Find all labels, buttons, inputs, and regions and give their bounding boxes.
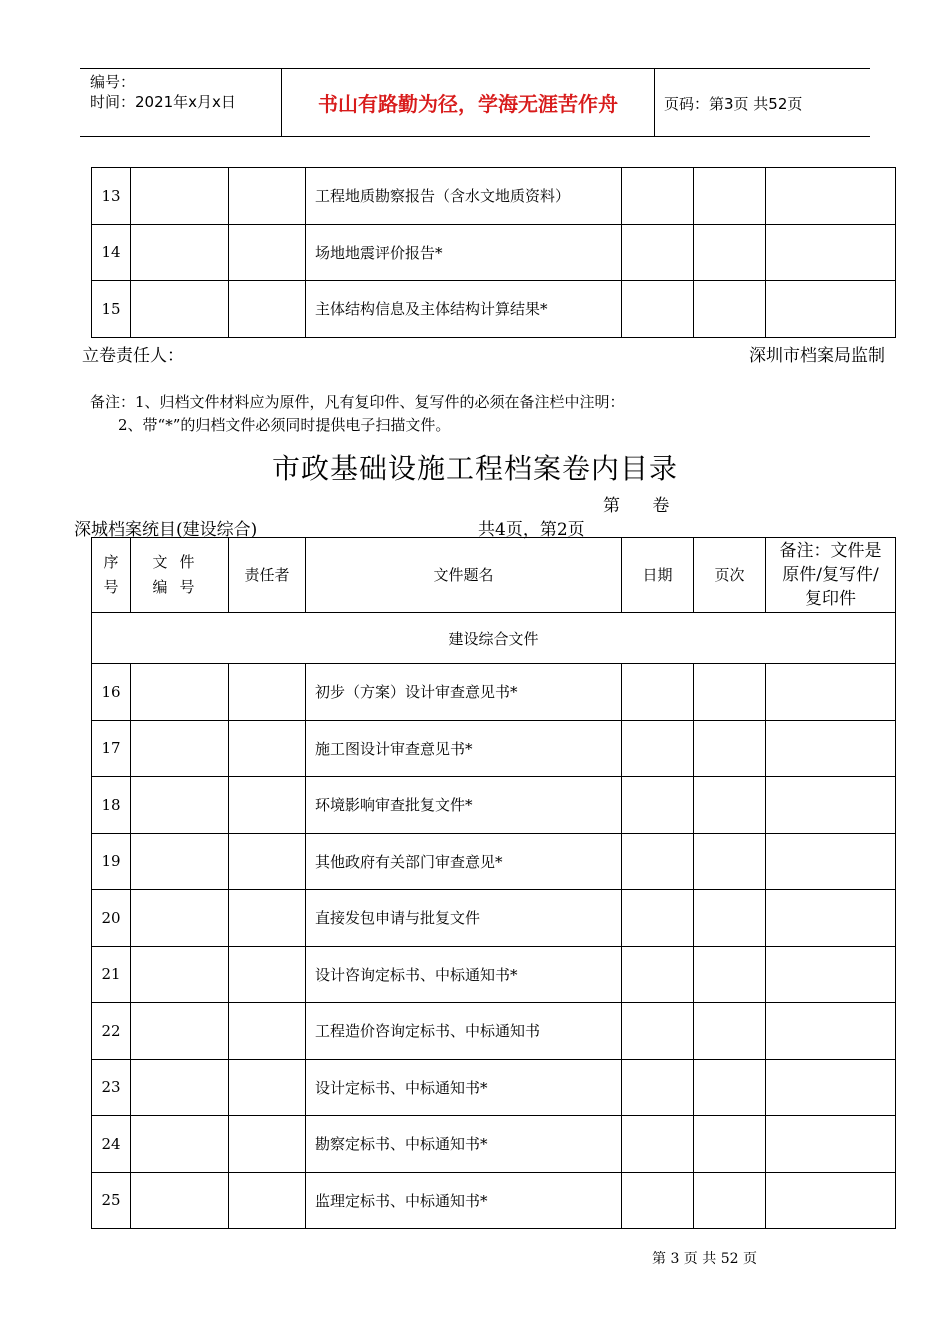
header-page-label: 页码：第3页 共52页: [664, 95, 803, 113]
cell-no: 14: [92, 224, 131, 281]
cell-date: [622, 777, 694, 834]
cell-date: [622, 720, 694, 777]
cell-file-no: [131, 1059, 229, 1116]
catalog-title: 市政基础设施工程档案卷内目录: [271, 452, 678, 485]
cell-date: [622, 946, 694, 1003]
table-row: [92, 1172, 896, 1229]
cell-no: 13: [92, 168, 131, 225]
section-title: 建设综合文件: [92, 613, 896, 664]
cell-file-no: [131, 168, 229, 225]
cell-date: [622, 1059, 694, 1116]
cell-owner: [229, 720, 306, 777]
cell-date: [622, 168, 694, 225]
note-line-1: 备注：1、归档文件材料应为原件，凡有复印件、复写件的必须在备注栏中注明：: [90, 393, 625, 411]
cell-owner: [229, 777, 306, 834]
volume-label: 第 卷: [603, 496, 670, 516]
cell-pages: [694, 890, 766, 947]
cell-pages: [694, 946, 766, 1003]
cell-pages: [694, 720, 766, 777]
cell-file-no: [131, 1003, 229, 1060]
cell-title: 场地地震评价报告*: [306, 224, 622, 281]
cell-pages: [694, 1059, 766, 1116]
cell-title: 工程造价咨询定标书、中标通知书: [306, 1003, 622, 1060]
cell-remark: [766, 664, 896, 721]
table-row: [92, 224, 896, 281]
cell-no: 22: [92, 1003, 131, 1060]
cell-owner: [229, 224, 306, 281]
table-row: [92, 777, 896, 834]
cell-date: [622, 890, 694, 947]
table-main: [91, 537, 896, 1229]
cell-remark: [766, 224, 896, 281]
cell-no: 19: [92, 833, 131, 890]
cell-no: 23: [92, 1059, 131, 1116]
table-row: [92, 1116, 896, 1173]
cell-remark: [766, 1116, 896, 1173]
cell-file-no: [131, 1116, 229, 1173]
page-footer: 第 3 页 共 52 页: [652, 1251, 757, 1267]
header-no: 序号: [92, 538, 131, 613]
cell-remark: [766, 281, 896, 338]
cell-file-no: [131, 777, 229, 834]
table-row: [92, 281, 896, 338]
serial-label: 编号：: [90, 73, 136, 91]
header-remark: 备注：文件是原件/复写件/复印件: [766, 538, 896, 613]
cell-date: [622, 664, 694, 721]
cell-remark: [766, 946, 896, 1003]
cell-date: [622, 281, 694, 338]
header-file-no: 文件编号: [131, 538, 229, 613]
cell-pages: [694, 1116, 766, 1173]
cell-owner: [229, 1172, 306, 1229]
supervisor-label: 深圳市档案局监制: [749, 346, 885, 366]
cell-owner: [229, 833, 306, 890]
cell-pages: [694, 224, 766, 281]
header-left: [90, 72, 236, 112]
cell-title: 勘察定标书、中标通知书*: [306, 1116, 622, 1173]
catalog-page-info: 共4页，第2页: [478, 520, 585, 540]
header-motto: 书山有路勤为径，学海无涯苦作舟: [318, 91, 618, 116]
cell-remark: [766, 1172, 896, 1229]
table-header-row: [92, 538, 896, 613]
cell-title: 设计咨询定标书、中标通知书*: [306, 946, 622, 1003]
cell-title: 直接发包申请与批复文件: [306, 890, 622, 947]
cell-date: [622, 1172, 694, 1229]
section-row: [92, 613, 896, 664]
cell-no: 17: [92, 720, 131, 777]
header-bottom-rule: [80, 136, 870, 137]
cell-remark: [766, 720, 896, 777]
cell-owner: [229, 946, 306, 1003]
cell-no: 16: [92, 664, 131, 721]
cell-title: 初步（方案）设计审查意见书*: [306, 664, 622, 721]
note-line-2: 2、带“*”的归档文件必须同时提供电子扫描文件。: [118, 416, 451, 434]
cell-date: [622, 1116, 694, 1173]
cell-title: 设计定标书、中标通知书*: [306, 1059, 622, 1116]
header-owner: 责任者: [229, 538, 306, 613]
table-row: [92, 1003, 896, 1060]
cell-pages: [694, 1003, 766, 1060]
cell-remark: [766, 777, 896, 834]
cell-file-no: [131, 720, 229, 777]
header-title: 文件题名: [306, 538, 622, 613]
date-label: 时间：2021年x月x日: [90, 93, 236, 111]
cell-remark: [766, 1059, 896, 1116]
cell-title: 工程地质勘察报告（含水文地质资料）: [306, 168, 622, 225]
cell-remark: [766, 890, 896, 947]
cell-title: 环境影响审查批复文件*: [306, 777, 622, 834]
cell-remark: [766, 168, 896, 225]
cell-file-no: [131, 833, 229, 890]
cell-file-no: [131, 281, 229, 338]
cell-pages: [694, 664, 766, 721]
table-row: [92, 890, 896, 947]
cell-file-no: [131, 224, 229, 281]
table-row: [92, 664, 896, 721]
cell-no: 15: [92, 281, 131, 338]
cell-no: 20: [92, 890, 131, 947]
table-row: [92, 1059, 896, 1116]
cell-date: [622, 1003, 694, 1060]
archive-category: 深城档案统目(建设综合): [74, 520, 258, 540]
table-top: [91, 167, 896, 338]
header-date: 日期: [622, 538, 694, 613]
cell-date: [622, 224, 694, 281]
cell-no: 21: [92, 946, 131, 1003]
cell-owner: [229, 1003, 306, 1060]
cell-owner: [229, 1059, 306, 1116]
table-row: [92, 168, 896, 225]
cell-date: [622, 833, 694, 890]
cell-no: 18: [92, 777, 131, 834]
cell-title: 主体结构信息及主体结构计算结果*: [306, 281, 622, 338]
cell-owner: [229, 890, 306, 947]
cell-pages: [694, 1172, 766, 1229]
cell-file-no: [131, 946, 229, 1003]
cell-remark: [766, 833, 896, 890]
cell-title: 其他政府有关部门审查意见*: [306, 833, 622, 890]
responsible-person-label: 立卷责任人：: [82, 346, 184, 366]
cell-pages: [694, 777, 766, 834]
cell-title: 监理定标书、中标通知书*: [306, 1172, 622, 1229]
cell-owner: [229, 1116, 306, 1173]
table-row: [92, 720, 896, 777]
cell-owner: [229, 281, 306, 338]
table-row: [92, 833, 896, 890]
cell-pages: [694, 281, 766, 338]
cell-pages: [694, 168, 766, 225]
cell-file-no: [131, 1172, 229, 1229]
cell-pages: [694, 833, 766, 890]
cell-remark: [766, 1003, 896, 1060]
cell-title: 施工图设计审查意见书*: [306, 720, 622, 777]
cell-owner: [229, 168, 306, 225]
cell-no: 24: [92, 1116, 131, 1173]
header-pages: 页次: [694, 538, 766, 613]
cell-file-no: [131, 890, 229, 947]
cell-no: 25: [92, 1172, 131, 1229]
cell-owner: [229, 664, 306, 721]
table-row: [92, 946, 896, 1003]
header-divider-right: [654, 68, 655, 136]
cell-file-no: [131, 664, 229, 721]
